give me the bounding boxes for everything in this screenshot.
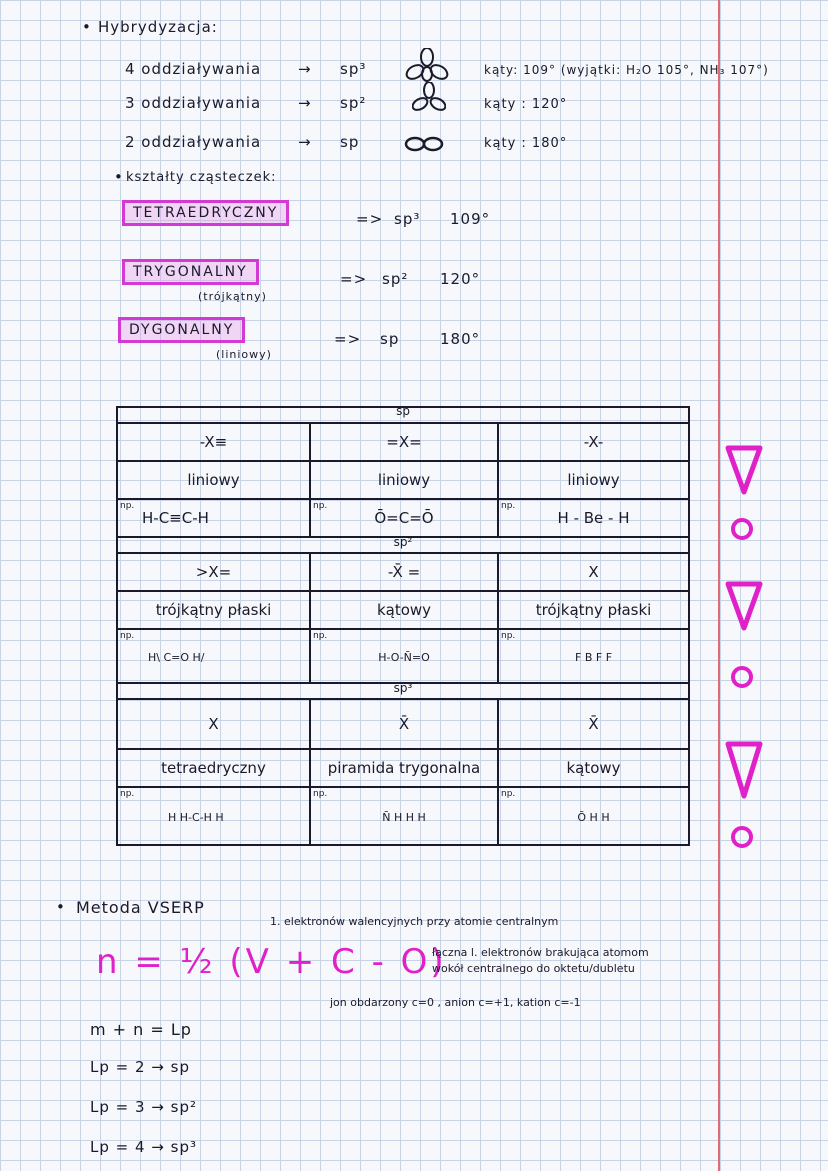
bullet: • <box>82 18 92 36</box>
shape-sublabel: (liniowy) <box>216 348 272 361</box>
np-label: np. <box>501 631 516 641</box>
np-label: np. <box>313 789 328 799</box>
hyb-value: sp² <box>382 270 409 288</box>
triangle-mark-icon <box>724 740 764 800</box>
arrow: → <box>298 133 312 151</box>
example-cell: Ō=C=Ō <box>374 509 434 527</box>
formula-cell: =X= <box>310 423 498 461</box>
hyb-value: sp <box>340 133 360 151</box>
hyb-value: sp² <box>340 94 367 112</box>
shape-cell: liniowy <box>498 461 689 499</box>
section-header: sp³ <box>393 681 413 695</box>
np-label: np. <box>501 789 516 799</box>
equation-line: Lp = 4 → sp³ <box>90 1138 197 1156</box>
hyb-row-label: 4 oddziaływania <box>125 60 262 78</box>
arrow: → <box>298 94 312 112</box>
np-label: np. <box>313 631 328 641</box>
sp2-orbital-icon <box>412 82 446 114</box>
triangle-mark-icon <box>724 444 764 496</box>
arrow: → <box>298 60 312 78</box>
angle-value: 180° <box>440 330 481 348</box>
formula-cell: >X= <box>117 553 310 591</box>
formula-cell: X̄ <box>498 699 689 749</box>
note-charge: jon obdarzony c=0 , anion c=+1, kation c=-1 <box>330 996 581 1009</box>
hyb-value: sp <box>380 330 400 348</box>
equation-line: Lp = 3 → sp² <box>90 1098 197 1116</box>
vsepr-table <box>116 406 690 846</box>
hyb-row-label: 2 oddziaływania <box>125 133 262 151</box>
arrow: => <box>334 330 362 348</box>
np-label: np. <box>120 631 135 641</box>
example-cell: H-C≡C-H <box>142 509 209 527</box>
example-cell: H - Be - H <box>557 509 630 527</box>
example-cell: F B F F <box>575 651 613 664</box>
shape-cell: kątowy <box>498 749 689 787</box>
np-label: np. <box>120 789 135 799</box>
shape-cell: kątowy <box>310 591 498 629</box>
hyb-value: sp³ <box>394 210 421 228</box>
note-octet: wokół centralnego do oktetu/dubletu <box>432 962 635 975</box>
shape-label-tetraedryczny: TETRAEDRYCZNY <box>122 200 289 226</box>
shape-cell: liniowy <box>117 461 310 499</box>
section-header: sp² <box>393 535 413 549</box>
example-cell: H-O-N̄=O <box>378 651 430 664</box>
circle-mark-icon <box>731 666 753 688</box>
shape-sublabel: (trójkątny) <box>198 290 267 303</box>
shape-cell: liniowy <box>310 461 498 499</box>
shape-label-trygonalny: TRYGONALNY <box>122 259 259 285</box>
hyb-row-label: 3 oddziaływania <box>125 94 262 112</box>
vsepr-formula: n = ½ (V + C - O) <box>96 942 447 982</box>
section-title-hybrydyzacja: Hybrydyzacja: <box>98 18 218 36</box>
formula-cell: -X̄ = <box>310 553 498 591</box>
bullet: • <box>56 898 66 916</box>
page-margin-line <box>718 0 720 1171</box>
section-title-ksztalty: kształty cząsteczek: <box>126 170 277 185</box>
example-cell: H H-C-H H <box>168 811 224 824</box>
shape-label-dygonalny: DYGONALNY <box>118 317 245 343</box>
arrow: => <box>340 270 368 288</box>
note-valence-electrons: 1. elektronów walencyjnych przy atomie centralnym <box>270 915 559 928</box>
sp-orbital-icon <box>404 136 444 152</box>
example-cell: H\ C=O H/ <box>148 651 205 664</box>
example-cell: N̄ H H H <box>382 811 426 824</box>
circle-mark-icon <box>731 826 753 848</box>
section-title-vsepr: Metoda VSERP <box>76 898 205 917</box>
circle-mark-icon <box>731 518 753 540</box>
angle-value: 120° <box>440 270 481 288</box>
hyb-value: sp³ <box>340 60 367 78</box>
np-label: np. <box>120 501 135 511</box>
shape-cell: trójkątny płaski <box>117 591 310 629</box>
angle-note: kąty : 120° <box>484 97 568 112</box>
formula-cell: X <box>498 553 689 591</box>
example-cell: Ō H H <box>577 811 610 824</box>
np-label: np. <box>501 501 516 511</box>
arrow: => <box>356 210 384 228</box>
equation-line: m + n = Lp <box>90 1020 192 1039</box>
equation-line: Lp = 2 → sp <box>90 1058 190 1076</box>
bullet: • <box>114 168 124 186</box>
np-label: np. <box>313 501 328 511</box>
angle-note: kąty: 109° (wyjątki: H₂O 105°, NH₃ 107°) <box>484 63 769 77</box>
triangle-mark-icon <box>724 580 764 632</box>
shape-cell: piramida trygonalna <box>310 749 498 787</box>
sp3-orbital-icon <box>404 48 450 84</box>
section-header: sp <box>396 404 410 418</box>
formula-cell: X̄ <box>310 699 498 749</box>
angle-value: 109° <box>450 210 491 228</box>
shape-cell: trójkątny płaski <box>498 591 689 629</box>
formula-cell: -X≡ <box>117 423 310 461</box>
note-missing-electrons: łączna l. elektronów brakująca atomom <box>432 946 649 959</box>
angle-note: kąty : 180° <box>484 136 568 151</box>
formula-cell: X <box>117 699 310 749</box>
formula-cell: -X- <box>498 423 689 461</box>
shape-cell: tetraedryczny <box>117 749 310 787</box>
